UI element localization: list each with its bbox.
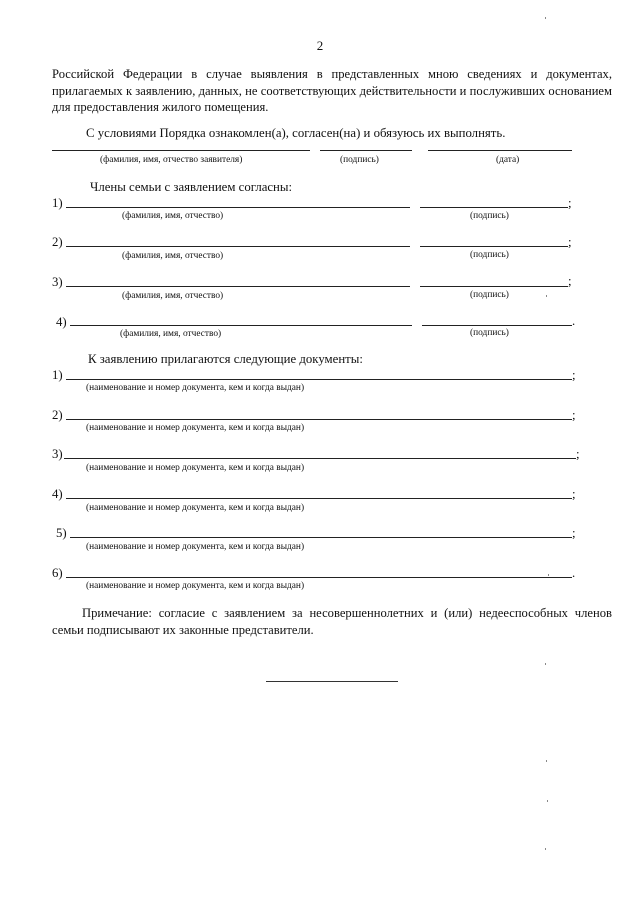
document-line[interactable] (66, 379, 572, 380)
family-name-caption: (фамилия, имя, отчество) (120, 329, 222, 339)
document-caption: (наименование и номер документа, кем и когда выдан) (86, 463, 305, 473)
document-row-number: 1) (52, 368, 63, 382)
document-line[interactable] (66, 577, 572, 578)
family-row-end: ; (568, 196, 572, 210)
family-heading: Члены семьи с заявлением согласны: (90, 180, 293, 194)
document-row-number: 6) (52, 566, 63, 580)
document-line[interactable] (66, 498, 572, 499)
family-name-caption: (фамилия, имя, отчество) (122, 291, 224, 301)
family-signature-caption: (подпись) (470, 250, 509, 260)
family-signature-line[interactable] (420, 286, 568, 287)
family-row-number: 3) (52, 275, 63, 289)
family-row-end: ; (568, 274, 572, 288)
scan-speck (547, 800, 548, 802)
document-row-end: ; (572, 368, 576, 382)
family-name-caption: (фамилия, имя, отчество) (122, 211, 224, 221)
document-row-number: 3) (52, 447, 63, 461)
family-name-caption: (фамилия, имя, отчество) (122, 251, 224, 261)
applicant-date-line[interactable] (428, 150, 572, 151)
end-divider (266, 681, 398, 682)
family-row-number: 4) (56, 315, 67, 329)
applicant-name-line[interactable] (52, 150, 310, 151)
family-name-line[interactable] (70, 325, 412, 326)
scan-speck (548, 574, 549, 576)
family-signature-line[interactable] (420, 246, 568, 247)
document-caption: (наименование и номер документа, кем и когда выдан) (86, 423, 305, 433)
document-row-number: 5) (56, 526, 67, 540)
scan-speck (546, 760, 547, 762)
document-caption: (наименование и номер документа, кем и когда выдан) (86, 503, 305, 513)
document-row-number: 2) (52, 408, 63, 422)
scan-speck (545, 848, 546, 850)
note-paragraph: Примечание: согласие с заявлением за несовершеннолетних и (или) недееспособных членов семьи подписывают их законные представители. (52, 606, 612, 637)
scan-speck (546, 295, 547, 297)
family-name-line[interactable] (66, 246, 410, 247)
document-caption: (наименование и номер документа, кем и когда выдан) (86, 383, 305, 393)
document-row-end: ; (572, 526, 576, 540)
family-signature-line[interactable] (422, 325, 572, 326)
applicant-signature-line[interactable] (320, 150, 412, 151)
family-signature-line[interactable] (420, 207, 568, 208)
document-row-number: 4) (52, 487, 63, 501)
family-signature-caption: (подпись) (470, 290, 509, 300)
family-name-line[interactable] (66, 207, 410, 208)
document-line[interactable] (70, 537, 572, 538)
family-row-number: 2) (52, 235, 63, 249)
documents-heading: К заявлению прилагаются следующие документы: (88, 352, 363, 366)
agreement-statement: С условиями Порядка ознакомлен(а), согласен(на) и обязуюсь их выполнять. (86, 126, 506, 140)
page-number: 2 (316, 38, 324, 53)
scan-speck (545, 663, 546, 665)
family-signature-caption: (подпись) (470, 211, 509, 221)
family-name-line[interactable] (66, 286, 410, 287)
family-signature-caption: (подпись) (470, 328, 509, 338)
applicant-name-caption: (фамилия, имя, отчество заявителя) (100, 155, 243, 165)
document-caption: (наименование и номер документа, кем и когда выдан) (86, 581, 305, 591)
document-row-end: ; (572, 487, 576, 501)
family-row-end: . (572, 314, 576, 328)
applicant-signature-caption: (подпись) (340, 155, 379, 165)
intro-paragraph: Российской Федерации в случае выявления в представленных мною сведениях и документах, прилагаемых к заявлению, данных, не соответствующих действительности и послуживших основанием для предоставления жилого помещения. (52, 67, 612, 114)
document-line[interactable] (64, 458, 576, 459)
document-line[interactable] (66, 419, 572, 420)
applicant-date-caption: (дата) (496, 155, 520, 165)
scan-speck (545, 17, 546, 19)
document-row-end: ; (572, 408, 576, 422)
document-caption: (наименование и номер документа, кем и когда выдан) (86, 542, 305, 552)
document-row-end: ; (576, 447, 580, 461)
family-row-number: 1) (52, 196, 63, 210)
family-row-end: ; (568, 235, 572, 249)
document-row-end: . (572, 566, 576, 580)
